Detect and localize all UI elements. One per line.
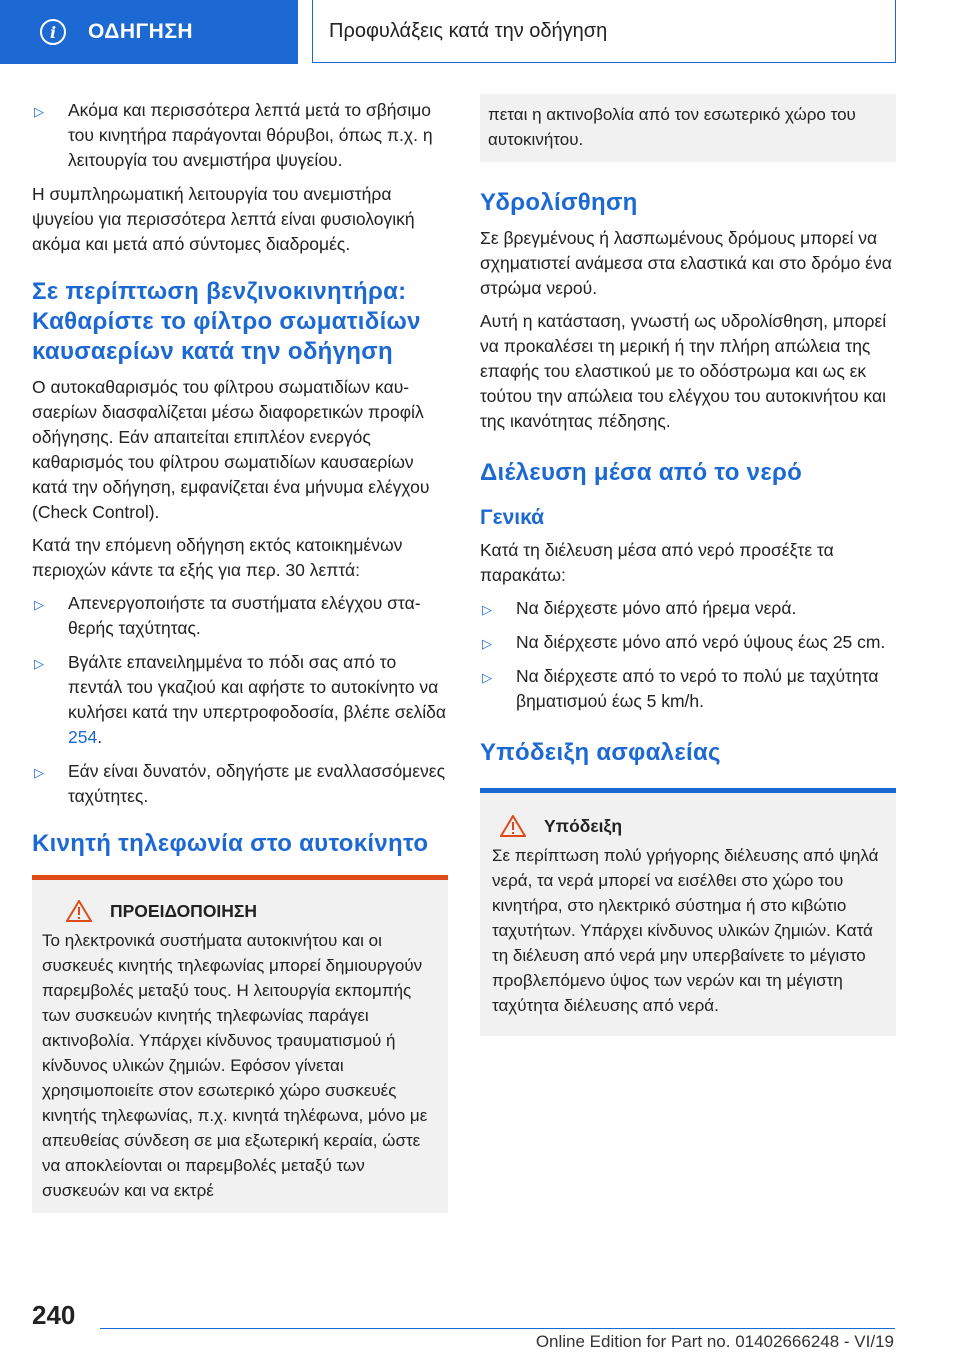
sub-heading: Γενικά (480, 506, 545, 529)
chapter-title-box (312, 0, 896, 63)
note-header (492, 815, 884, 837)
chapter-title: Προφυλάξεις κατά την οδήγηση (329, 19, 608, 42)
triangle-bullet-icon: ▷ (482, 602, 492, 617)
paragraph: Σε βρεγμένους ή λασπωμένους δρόμους μπορεί να σχηματιστεί ανάμεσα στα ελαστικά και στο δρόμο ένα στρώμα νερού. (480, 228, 892, 298)
note-text: Σε περίπτωση πολύ γρήγορης διέλευσης από ψηλά νερά, τα νερά μπορεί να εισέλθει στο χώρο του κινητήρα, στο ηλεκτρικό σύστημα ή στο κιβώτιο ταχυτήτων. Υπάρχει κίνδυνος υλικών ζημιών. Κατά τη διέλευση από νερά μην υπερβαίνετε το μέγιστο προβλεπόμενο ύψος των νερών και τη μέγιστη ταχύτητα διέλευσης από νερά. (492, 846, 879, 1015)
list-item (480, 630, 896, 655)
paragraph: Κατά την επόμενη οδήγηση εκτός κατοικημένων περιοχών κάντε τα εξής για περ. 30 λεπτά: (32, 535, 403, 580)
warning-triangle-icon (500, 815, 526, 837)
section-tab[interactable] (0, 0, 298, 64)
list-item-text: Ακόμα και περισσότερα λεπτά μετά το σβήσιμο του κινητήρα παράγονται θόρυβοι, όπως π.χ. η λειτουργία του ανεμιστήρα ψυγείου. (68, 100, 433, 170)
note-box (480, 788, 896, 1036)
list-item (32, 759, 448, 809)
list-item-text: Να διέρχεστε μόνο από νερό ύψους έως 25 cm. (516, 632, 886, 652)
section-label: ΟΔΗΓΗΣΗ (88, 20, 194, 43)
section-heading: Υπόδειξη ασφαλείας (480, 739, 721, 766)
list-item-text-end: . (97, 727, 103, 747)
list-item-text: Να διέρχεστε από το νερό το πολύ με ταχύτητα βηματισμού έως 5 km/h. (516, 666, 879, 711)
list-item-text: Βγάλτε επανειλημμένα το πόδι σας από το πεντάλ του γκαζιού και αφήστε το αυτοκίνητο να κυλήσει κατά την υπερτροφοδοσία, βλέπε σελίδα (68, 652, 447, 722)
list-item-text: Να διέρχεστε μόνο από ήρεμα νερά. (516, 598, 797, 618)
list-item-text: Απενεργοποιήστε τα συστήματα ελέγχου σταθερής ταχύτητας. (68, 593, 421, 638)
left-column (32, 98, 448, 1213)
paragraph: Ο αυτοκαθαρισμός του φίλτρου σωματιδίων καυσαερίων διασφαλίζεται μέσω διαφορετικών προφίλ οδήγησης. Εάν απαιτείται επιπλέον ενεργός καθαρισμός του φίλτρου σωματιδίων καυσαερίων κατά την οδήγηση, εμφανίζεται ένα μήνυμα ελέγχου (Check Control). (32, 377, 430, 522)
page-link[interactable]: 254 (68, 727, 98, 747)
warning-text-continued: πεται η ακτινοβολία από τον εσωτερικό χώρο του αυτοκινήτου. (488, 105, 856, 149)
warning-box (32, 875, 448, 1213)
list-item (32, 98, 448, 173)
paragraph: Κατά τη διέλευση μέσα από νερό προσέξτε τα παρακάτω: (480, 540, 834, 585)
triangle-bullet-icon: ▷ (34, 656, 44, 671)
section-heading: Σε περίπτωση βενζινοκινητήρα: Καθαρίστε το φίλτρο σωματιδίων καυσαερίων κατά την οδήγηση (32, 278, 421, 365)
footer-divider (100, 1328, 895, 1329)
triangle-bullet-icon: ▷ (34, 765, 44, 780)
list-item (480, 596, 896, 621)
list-item (480, 664, 896, 714)
list-item (32, 591, 448, 641)
warning-title: ΠΡΟΕΙΔΟΠΟΙΗΣΗ (110, 900, 258, 921)
note-title: Υπόδειξη (544, 815, 623, 836)
warning-header (42, 900, 438, 922)
warning-continuation (480, 94, 896, 162)
right-column (480, 98, 896, 1036)
triangle-bullet-icon: ▷ (34, 597, 44, 612)
list-item-text: Εάν είναι δυνατόν, οδηγήστε με εναλλασσόμενες ταχύτητες. (68, 761, 446, 806)
triangle-bullet-icon: ▷ (34, 104, 44, 119)
section-heading: Υδρολίσθηση (480, 189, 638, 216)
page-number: 240 (32, 1300, 76, 1330)
paragraph: Η συμπληρωματική λειτουργία του ανεμιστήρα ψυγείου για περισσότερα λεπτά είναι φυσιολογική ακόμα και μετά από σύντομες διαδρομές. (32, 184, 415, 254)
paragraph: Αυτή η κατάσταση, γνωστή ως υδρολίσθηση, μπορεί να προκαλέσει τη μερική ή την πλήρη απώλεια της επαφής του ελαστικού με το οδόστρωμα και ως εκ τούτου την απώλεια του ελέγχου του αυτοκινήτου και της ικανότητας πέδησης. (480, 311, 887, 431)
section-heading: Διέλευση μέσα από το νερό (480, 459, 803, 486)
warning-triangle-icon (66, 900, 92, 922)
triangle-bullet-icon: ▷ (482, 670, 492, 685)
section-heading: Κινητή τηλεφωνία στο αυτοκίνητο (32, 830, 429, 857)
triangle-bullet-icon: ▷ (482, 636, 492, 651)
warning-text: Το ηλεκτρονικά συστήματα αυτοκινήτου και οι συσκευές κινητής τηλεφωνίας μπορεί δημιουργούν παρεμβολές μεταξύ τους. Η λειτουργία εκπομπής των συσκευών κινητής τηλεφωνίας παράγει ακτινοβολία. Υπάρχει κίνδυνος τραυματισμού ή κίνδυνος υλικών ζημιών. Εφόσον γίνεται χρησιμοποιείτε στον εσωτερικό χώρο συσκευές κινητής τηλεφωνίας, π.χ. κινητά τηλέφωνα, μόνο με απευθείας σύνδεση σε μια εξωτερική κεραία, ώστε να αποκλείονται οι παρεμβολές μεταξύ των συσκευών και να εκτρέ (42, 931, 428, 1200)
info-icon: i (40, 19, 66, 45)
list-item (32, 650, 448, 750)
edition-text: Online Edition for Part no. 01402666248 - VI/19 (535, 1332, 894, 1351)
page-header (0, 0, 960, 64)
